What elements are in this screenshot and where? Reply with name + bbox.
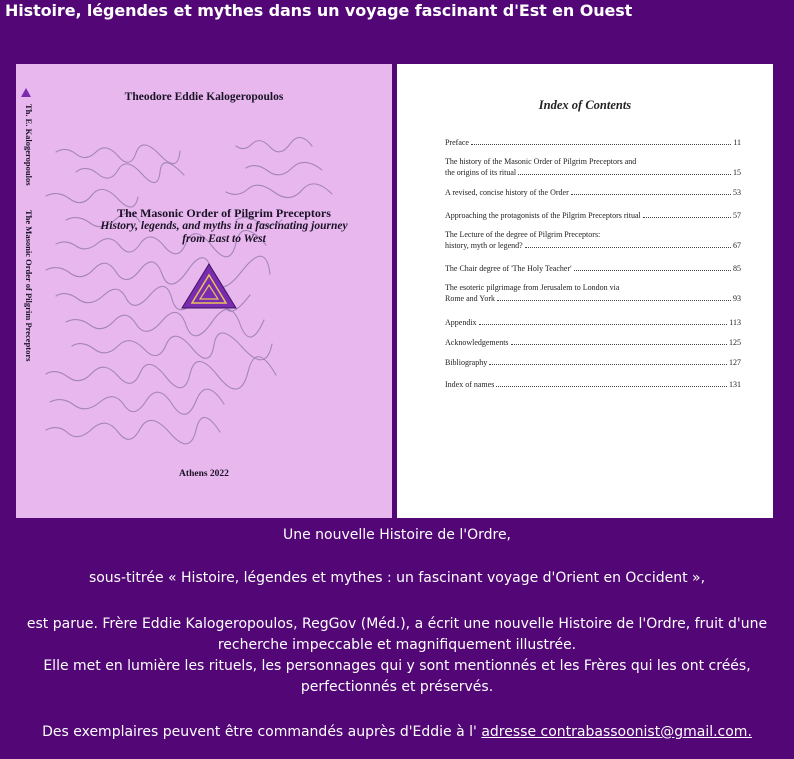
cover-subtitle bbox=[56, 220, 392, 246]
cover-title: The Masonic Order of Pilgrim Preceptors bbox=[117, 206, 331, 220]
index-entry-text: history, myth or legend? bbox=[445, 241, 523, 250]
index-entry-page: 85 bbox=[733, 264, 741, 273]
index-entry bbox=[445, 230, 741, 251]
index-entry bbox=[445, 357, 741, 368]
index-dot-leader bbox=[574, 263, 731, 271]
index-entry-text: Acknowledgements bbox=[445, 338, 509, 347]
index-entry-text: Bibliography bbox=[445, 358, 488, 367]
index-entry-page: 57 bbox=[733, 211, 741, 220]
index-entry-text: Rome and York bbox=[445, 294, 496, 303]
body-paragraph-3-line4: perfectionnés et préservés. bbox=[300, 679, 494, 695]
body-paragraph-2: sous-titrée « Histoire, légendes et mythes : un fascinant voyage d'Orient en Occident », bbox=[88, 570, 706, 586]
spine-author: Th. E. Kalogeropoulos bbox=[24, 104, 34, 186]
index-dot-leader bbox=[471, 137, 731, 145]
index-entry-page: 67 bbox=[733, 241, 741, 250]
index-entry-page: 53 bbox=[733, 188, 741, 197]
cover-subtitle-line2: from East to West bbox=[182, 233, 266, 245]
order-text: Des exemplaires peuvent être commandés auprès d'Eddie à l' bbox=[42, 724, 482, 740]
index-entry-text: The esoteric pilgrimage from Jerusalem to London via bbox=[445, 283, 620, 292]
index-dot-leader bbox=[571, 187, 731, 195]
index-entry-page: 125 bbox=[729, 338, 741, 347]
index-entry-text: The Chair degree of 'The Holy Teacher' bbox=[445, 264, 572, 273]
spine-title: The Masonic Order of Pilgrim Preceptors bbox=[24, 209, 34, 362]
index-entry-text: Approaching the protagonists of the Pilgrim Preceptors ritual bbox=[445, 211, 641, 220]
index-title: Index of Contents bbox=[538, 98, 632, 112]
index-entry-text: Index of names bbox=[445, 380, 495, 389]
index-entry bbox=[445, 379, 741, 390]
index-entry bbox=[445, 283, 741, 304]
index-entry bbox=[445, 337, 741, 348]
body-paragraph-3-line2: recherche impeccable et magnifiquement illustrée. bbox=[217, 637, 577, 653]
index-of-contents-image bbox=[397, 64, 773, 518]
index-dot-leader bbox=[643, 210, 731, 218]
index-dot-leader bbox=[479, 317, 728, 325]
body-paragraph-1: Une nouvelle Histoire de l'Ordre, bbox=[282, 527, 512, 543]
page-title: Histoire, légendes et mythes dans un voyage fascinant d'Est en Ouest bbox=[5, 1, 633, 20]
index-dot-leader bbox=[489, 357, 727, 365]
book-cover-image bbox=[16, 64, 392, 518]
email-link[interactable]: adresse contrabassoonist@gmail.com. bbox=[481, 724, 752, 740]
index-dot-leader bbox=[518, 167, 731, 175]
index-entry-text: A revised, concise history of the Order bbox=[445, 188, 569, 197]
index-dot-leader bbox=[497, 293, 731, 301]
index-entry-text: Preface bbox=[445, 138, 469, 147]
index-dot-leader bbox=[496, 379, 727, 387]
index-entry-page: 15 bbox=[733, 168, 741, 177]
body-paragraph-4 bbox=[0, 722, 794, 743]
cover-place: Athens 2022 bbox=[179, 469, 229, 479]
index-entry-page: 11 bbox=[733, 138, 741, 147]
index-entry-page: 113 bbox=[729, 318, 741, 327]
index-entry-text: the origins of its ritual bbox=[445, 168, 517, 177]
index-entry-page: 131 bbox=[729, 380, 741, 389]
index-entry bbox=[445, 137, 741, 148]
index-entry bbox=[445, 210, 741, 221]
index-dot-leader bbox=[525, 240, 731, 248]
triangle-emblem-icon bbox=[180, 263, 238, 309]
index-entry-text: Appendix bbox=[445, 318, 477, 327]
index-entry-text: The history of the Masonic Order of Pilgrim Preceptors and bbox=[445, 157, 637, 166]
index-dot-leader bbox=[511, 337, 727, 345]
index-entry bbox=[445, 263, 741, 274]
index-entry-text: The Lecture of the degree of Pilgrim Preceptors: bbox=[445, 230, 601, 239]
index-entry bbox=[445, 187, 741, 198]
cover-author: Theodore Eddie Kalogeropoulos bbox=[124, 91, 284, 103]
cover-subtitle-line1: History, legends, and myths in a fascinating journey bbox=[100, 220, 348, 232]
index-entry bbox=[445, 157, 741, 178]
body-paragraph-3-line3: Elle met en lumière les rituels, les personnages qui y sont mentionnés et les Frères qui les ont créés, bbox=[43, 658, 751, 674]
index-entry-page: 127 bbox=[729, 358, 741, 367]
index-entry-page: 93 bbox=[733, 294, 741, 303]
index-entry bbox=[445, 317, 741, 328]
body-paragraph-3-line1: est parue. Frère Eddie Kalogeropoulos, RegGov (Méd.), a écrit une nouvelle Histoire de l'Ordre, fruit d'une bbox=[26, 616, 768, 632]
